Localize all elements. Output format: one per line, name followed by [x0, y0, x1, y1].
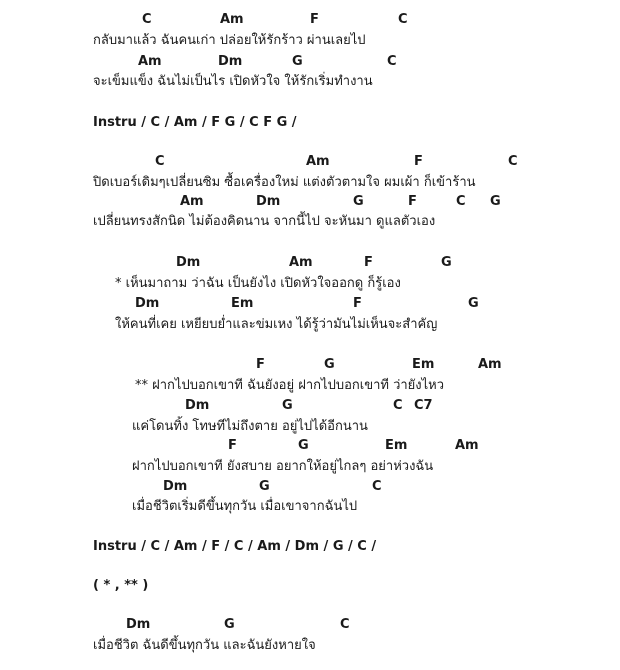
chord-label: Am — [306, 154, 330, 169]
chord-label: G — [490, 194, 501, 209]
chord-label: Am — [220, 12, 244, 27]
chord-label: G — [292, 54, 303, 69]
chord-label: C — [155, 154, 165, 169]
instrumental-line-1: Instru / C / Am / F G / C F G / — [93, 115, 297, 130]
instrumental-line-2: Instru / C / Am / F / C / Am / Dm / G / C / — [93, 539, 377, 554]
chord-label: Am — [289, 255, 313, 270]
chord-label: Am — [478, 357, 502, 372]
chorus-2-lyric-line: เมื่อชีวิตเริ่มดีขึ้นทุกวัน เมื่อเขาจากฉันไป — [132, 499, 358, 514]
chord-label: G — [224, 617, 235, 632]
chord-label: F — [408, 194, 417, 209]
chord-label: C — [340, 617, 350, 632]
chord-label: Em — [412, 357, 435, 372]
chord-label: C — [398, 12, 408, 27]
repeat-marker: ( * , ** ) — [93, 578, 149, 593]
chord-label: C — [393, 398, 403, 413]
verse-2-lyric-line: ปิดเบอร์เดิมๆเปลี่ยนซิม ซื้อเครื่องใหม่ แต่งตัวตามใจ ผมเผ้า ก็เข้าร้าน — [93, 175, 476, 190]
chord-label: G — [353, 194, 364, 209]
chorus-2-lyric-line: ** ฝากไปบอกเขาที ฉันยังอยู่ ฝากไปบอกเขาที ว่ายังไหว — [135, 378, 445, 393]
verse-1-lyric-line: จะเข็มแข็ง ฉันไม่เป็นไร เปิดหัวใจ ให้รักเริ่มทำงาน — [93, 74, 373, 89]
chord-label: Dm — [176, 255, 201, 270]
outro-lyric-line: เมื่อชีวิต ฉันดีขึ้นทุกวัน และฉันยังหายใจ — [93, 638, 316, 653]
chord-label: Am — [455, 438, 479, 453]
chord-label: Dm — [218, 54, 243, 69]
chord-label: F — [364, 255, 373, 270]
chord-label: F — [256, 357, 265, 372]
chord-label: G — [468, 296, 479, 311]
chord-label: G — [282, 398, 293, 413]
chord-label: F — [414, 154, 423, 169]
verse-2-lyric-line: เปลี่ยนทรงสักนิด ไม่ต้องคิดนาน จากนี้ไป จะหันมา ดูแลตัวเอง — [93, 214, 436, 229]
chord-label: C7 — [414, 398, 433, 413]
chord-label: Em — [385, 438, 408, 453]
chord-label: G — [259, 479, 270, 494]
chord-label: Em — [231, 296, 254, 311]
chord-label: Dm — [256, 194, 281, 209]
chord-label: G — [441, 255, 452, 270]
chord-label: G — [298, 438, 309, 453]
chord-label: Dm — [185, 398, 210, 413]
chorus-2-lyric-line: ฝากไปบอกเขาที ยังสบาย อยากให้อยู่ไกลๆ อย่าห่วงฉัน — [132, 459, 434, 474]
chord-label: F — [310, 12, 319, 27]
chorus-1-lyric-line: * เห็นมาถาม ว่าฉัน เป็นยังไง เปิดหัวใจออกดู ก็รู้เอง — [115, 276, 401, 291]
chord-label: G — [324, 357, 335, 372]
chord-label: C — [372, 479, 382, 494]
chord-label: Dm — [135, 296, 160, 311]
chord-label: F — [228, 438, 237, 453]
chord-label: C — [508, 154, 518, 169]
verse-1-lyric-line: กลับมาแล้ว ฉันคนเก่า ปล่อยให้รักร้าว ผ่านเลยไป — [93, 33, 366, 48]
chord-label: C — [456, 194, 466, 209]
chord-label: Dm — [163, 479, 188, 494]
chord-label: F — [353, 296, 362, 311]
chord-label: Dm — [126, 617, 151, 632]
chord-label: C — [142, 12, 152, 27]
chord-label: C — [387, 54, 397, 69]
chord-label: Am — [138, 54, 162, 69]
chord-label: Am — [180, 194, 204, 209]
chorus-1-lyric-line: ให้คนที่เคย เหยียบย่ำและข่มเหง ได้รู้ว่ามันไม่เห็นจะสำคัญ — [115, 317, 438, 332]
chorus-2-lyric-line: แค่โดนทิ้ง โทษทีไม่ถึงตาย อยู่ไปได้อีกนาน — [132, 419, 368, 434]
